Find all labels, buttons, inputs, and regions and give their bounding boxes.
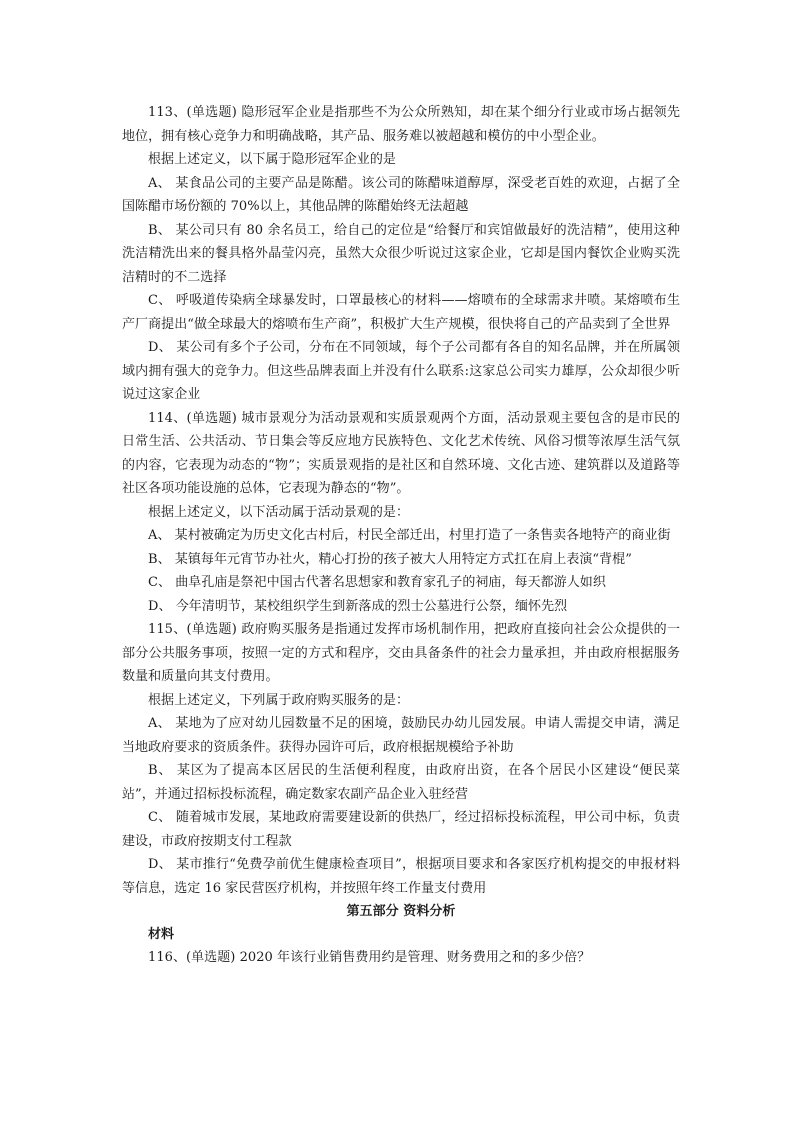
section-title: 第五部分 资料分析 <box>346 904 456 919</box>
question-115-stem: 115、(单选题) 政府购买服务是指通过发挥市场机制作用，把政府直接向社会公众提供的一部分公共服务事项，按照一定的方式和程序，交由具备条件的社会力量承担，并由政府根据服务数量和质量向其支付费用。 <box>122 622 680 684</box>
question-114-option-d: D、 今年清明节，某校组织学生到新落成的烈士公墓进行公祭，缅怀先烈 <box>148 598 568 614</box>
question-114-option-b: B、 某镇每年元宵节办社火，精心打扮的孩子被大人用特定方式扛在肩上表演“背棍” <box>148 551 632 567</box>
question-114-stem: 114、(单选题) 城市景观分为活动景观和实质景观两个方面，活动景观主要包含的是市民的日常生活、公共活动、节日集会等反应地方民族特色、文化艺术传统、风俗习惯等浓厚生活气氛的内容，它表现为动态的“物”；实质景观指的是社区和自然环境、文化古迹、建筑群以及道路等社区各项功能设施的总体，它表现为静态的“物”。 <box>122 410 680 496</box>
question-113-option-a: A、 某食品公司的主要产品是陈醋。该公司的陈醋味道醇厚，深受老百姓的欢迎，占据了全国陈醋市场份额的 70%以上，其他品牌的陈醋始终无法超越 <box>122 175 680 214</box>
question-114-prompt: 根据上述定义，以下活动属于活动景观的是： <box>148 504 410 520</box>
question-115-option-a: A、 某地为了应对幼儿园数量不足的困境，鼓励民办幼儿园发展。申请人需提交申请，满足当地政府要求的资质条件。获得办园许可后，政府根据规模给予补助 <box>122 716 680 755</box>
question-115-prompt: 根据上述定义，下列属于政府购买服务的是： <box>148 692 410 708</box>
question-113-option-b: B、 某公司只有 80 余名员工，给自己的定位是“给餐厅和宾馆做最好的洗洁精”，使用这种洗洁精洗出来的餐具格外晶莹闪亮，虽然大众很少听说过这家企业，它却是国内餐饮企业购买洗洁精时的不二选择 <box>122 222 680 285</box>
question-114-option-a: A、 某村被确定为历史文化古村后，村民全部迁出，村里打造了一条售卖各地特产的商业街 <box>148 528 671 543</box>
question-113-option-d: D、 某公司有多个子公司，分布在不同领域，每个子公司都有各自的知名品牌，并在所属领域内拥有强大的竞争力。但这些品牌表面上并没有什么联系:这家总公司实力雄厚，公众却很少听说过这家企业 <box>122 340 680 402</box>
question-116-stem: 116、(单选题) 2020 年该行业销售费用约是管理、财务费用之和的多少倍？ <box>148 950 591 965</box>
question-115-option-c: C、 随着城市发展，某地政府需要建设新的供热厂，经过招标投标流程，甲公司中标，负责建设，市政府按期支付工程款 <box>122 810 680 849</box>
document-body <box>122 101 680 970</box>
question-115-option-d: D、 某市推行“免费孕前优生健康检查项目”，根据项目要求和各家医疗机构提交的申报材料等信息，选定 16 家民营医疗机构，并按照年终工作量支付费用 <box>122 857 680 896</box>
material-label: 材料 <box>148 927 175 942</box>
question-115-option-b: B、 某区为了提高本区居民的生活便利程度，由政府出资，在各个居民小区建设“便民菜站”，并通过招标投标流程，确定数家农副产品企业入驻经营 <box>122 763 680 802</box>
question-113-prompt: 根据上述定义，以下属于隐形冠军企业的是 <box>148 152 396 167</box>
question-113-option-c: C、 呼吸道传染病全球暴发时，口罩最核心的材料——熔喷布的全球需求井喷。某熔喷布生产厂商提出“做全球最大的熔喷布生产商”，积极扩大生产规模，很快将自己的产品卖到了全世界 <box>122 293 680 332</box>
question-114-option-c: C、 曲阜孔庙是祭祀中国古代著名思想家和教育家孔子的祠庙，每天都游人如织 <box>148 575 606 590</box>
question-113-stem: 113、(单选题) 隐形冠军企业是指那些不为公众所熟知，却在某个细分行业或市场占据领先地位，拥有核心竞争力和明确战略，其产品、服务难以被超越和模仿的中小型企业。 <box>122 105 680 144</box>
